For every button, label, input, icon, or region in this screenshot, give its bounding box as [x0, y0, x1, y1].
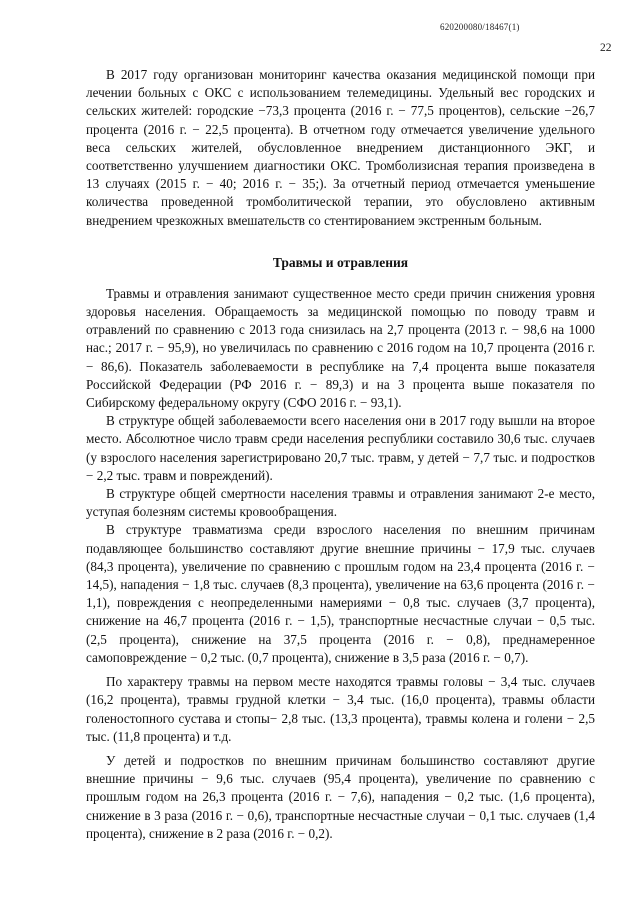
section-paragraph-6: У детей и подростков по внешним причинам большинство составляют другие внешние причины − 9,6 тыс. случаев (95,4 процента), увеличение по сравнению с прошлым годом на 26,3 процента (2016 г. − 7,6), нападения − 0,2 тыс. (1,6 процента), снижение в 3 раза (2016 г. − 0,6), транспортные несчастные случаи − 0,1 тыс. случаев (1,4 процента), снижение в 2 раза (2016 г. − 0,2). [86, 752, 595, 841]
section-paragraph-3: В структуре общей смертности населения травмы и отравления занимают 2-е место, уступая болезням системы кровообращения. [86, 486, 595, 520]
document-id: 620200080/18467(1) [440, 22, 520, 32]
section-paragraph-1: Травмы и отравления занимают существенное место среди причин снижения уровня здоровья населения. Обращаемость за медицинской помощью по поводу травм и отравлений по сравнению с 2013 года снизилась на 2,7 процента (2013 г. − 98,6 на 1000 нас.; 2017 г. − 95,9), но увеличилась по сравнению с 2016 годом на 10,7 процента (2016 г. − 86,6). Показатель заболеваемости в республике на 7,4 процента выше показателя Российской Федерации (РФ 2016 г. − 89,3) и на 3 процента выше показателя по Сибирскому федеральному округу (СФО 2016 г. − 93,1). [86, 285, 595, 411]
section-paragraph-4: В структуре травматизма среди взрослого населения по внешним причинам подавляющее большинство составляют другие внешние причины − 17,9 тыс. случаев (84,3 процента), увеличение по сравнению с прошлым годом на 23,4 процента (2016 г. − 14,5), нападения − 1,8 тыс. случаев (8,3 процента), увеличение на 63,6 процента (2016 г. − 1,1), повреждения с неопределенными намериями − 0,8 тыс. случаев (3,7 процента), снижение на 46,7 процента (2016 г. − 1,5), транспортные несчастные случаи − 0,5 тыс. (2,5 процента), снижение на 37,5 процента (2016 г. − 0,8), преднамеренное самоповреждение − 0,2 тыс. (0,7 процента), снижение в 3,5 раза (2016 г. − 0,7). [86, 522, 595, 665]
section-paragraph-2: В структуре общей заболеваемости всего населения они в 2017 году вышли на второе место. Абсолютное число травм среди населения республики составило 30,6 тыс. случаев (у взрослого населения зарегистрировано 20,7 тыс. травм, у детей − 7,7 тыс. и подростков − 2,2 тыс. травм и повреждений). [86, 413, 595, 483]
intro-paragraph: В 2017 году организован мониторинг качества оказания медицинской помощи при лечении больных с ОКС с использованием телемедицины. Удельный вес городских и сельских жителей: городские −73,3 процента (2016 г. − 77,5 процентов), сельские −26,7 процента (2016 г. − 22,5 процента). В отчетном году отмечается увеличение удельного веса сельских жителей, обусловленное внедрением дистанционного ЭКГ, и соответственно улучшением диагностики ОКС. Тромболизисная терапия произведена в 13 случаях (2015 г. − 40; 2016 г. − 35;). За отчетный период отмечается уменьшение количества проведенной тромболитической терапии, это обусловлено активным внедрением чрезкожных вмешательств со стентированием экстренным больным. [86, 67, 595, 228]
section-title: Травмы и отравления [272, 254, 409, 270]
page-number: 22 [600, 42, 612, 54]
section-paragraph-5: По характеру травмы на первом месте находятся травмы головы − 3,4 тыс. случаев (16,2 процента), травмы грудной клетки − 3,4 тыс. (16,0 процента), травмы области голеностопного сустава и стопы− 2,8 тыс. (13,3 процента), травмы колена и голени − 2,5 тыс. (11,8 процента) и т.д. [86, 674, 595, 744]
page-body [86, 66, 595, 843]
